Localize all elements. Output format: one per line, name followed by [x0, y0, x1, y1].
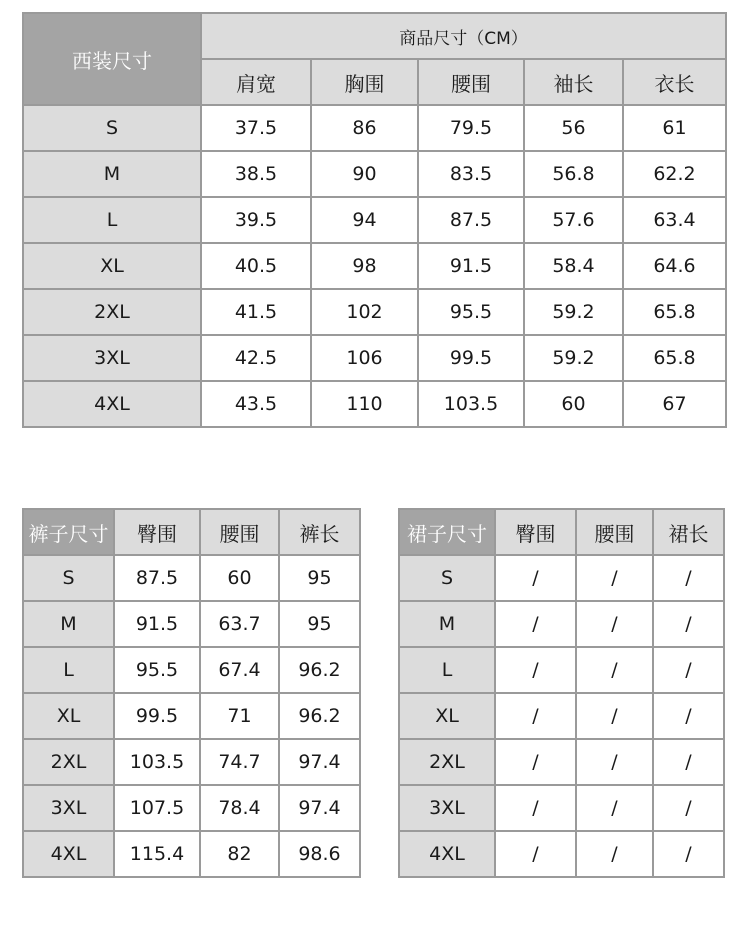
pants-cell: 97.4: [279, 785, 360, 831]
skirt-cell: /: [576, 831, 653, 877]
pants-cell: 87.5: [114, 555, 200, 601]
suit-cell: 58.4: [524, 243, 623, 289]
suit-col-header: 腰围: [418, 59, 524, 105]
skirt-row: [399, 831, 724, 877]
suit-size-label: 3XL: [23, 335, 201, 381]
pants-cell: 95.5: [114, 647, 200, 693]
suit-col-header: 袖长: [524, 59, 623, 105]
skirt-cell: /: [653, 647, 724, 693]
pants-cell: 60: [200, 555, 279, 601]
skirt-row: [399, 555, 724, 601]
pants-row: [23, 831, 360, 877]
suit-cell: 37.5: [201, 105, 311, 151]
suit-size-label: XL: [23, 243, 201, 289]
skirt-cell: /: [653, 831, 724, 877]
skirt-row: [399, 647, 724, 693]
pants-size-label: M: [23, 601, 114, 647]
pants-cell: 78.4: [200, 785, 279, 831]
skirt-size-label: 3XL: [399, 785, 495, 831]
suit-cell: 103.5: [418, 381, 524, 427]
suit-row: [23, 335, 726, 381]
suit-cell: 59.2: [524, 335, 623, 381]
suit-cell: 41.5: [201, 289, 311, 335]
suit-cell: 94: [311, 197, 418, 243]
skirt-cell: /: [495, 739, 576, 785]
skirt-col-header: 臀围: [495, 509, 576, 555]
suit-cell: 38.5: [201, 151, 311, 197]
skirt-cell: /: [495, 555, 576, 601]
skirt-cell: /: [576, 555, 653, 601]
pants-cell: 71: [200, 693, 279, 739]
pants-cell: 82: [200, 831, 279, 877]
skirt-cell: /: [653, 601, 724, 647]
suit-cell: 43.5: [201, 381, 311, 427]
suit-col-header: 衣长: [623, 59, 726, 105]
skirt-row: [399, 601, 724, 647]
skirt-size-label: XL: [399, 693, 495, 739]
suit-cell: 110: [311, 381, 418, 427]
suit-cell: 95.5: [418, 289, 524, 335]
pants-cell: 107.5: [114, 785, 200, 831]
skirt-size-label: 2XL: [399, 739, 495, 785]
pants-row: [23, 785, 360, 831]
skirt-cell: /: [653, 555, 724, 601]
pants-row: [23, 555, 360, 601]
skirt-table-title: 裙子尺寸: [399, 509, 495, 555]
pants-row: [23, 601, 360, 647]
pants-col-header: 臀围: [114, 509, 200, 555]
suit-cell: 87.5: [418, 197, 524, 243]
suit-size-label: 2XL: [23, 289, 201, 335]
suit-cell: 86: [311, 105, 418, 151]
skirt-size-label: S: [399, 555, 495, 601]
suit-cell: 57.6: [524, 197, 623, 243]
pants-cell: 99.5: [114, 693, 200, 739]
pants-cell: 98.6: [279, 831, 360, 877]
skirt-cell: /: [576, 739, 653, 785]
pants-size-table: [22, 508, 361, 878]
suit-col-header: 肩宽: [201, 59, 311, 105]
suit-cell: 42.5: [201, 335, 311, 381]
suit-cell: 40.5: [201, 243, 311, 289]
suit-cell: 62.2: [623, 151, 726, 197]
pants-cell: 95: [279, 601, 360, 647]
skirt-cell: /: [495, 831, 576, 877]
suit-cell: 59.2: [524, 289, 623, 335]
suit-row: [23, 151, 726, 197]
pants-size-label: 4XL: [23, 831, 114, 877]
suit-cell: 65.8: [623, 335, 726, 381]
suit-row: [23, 197, 726, 243]
skirt-cell: /: [495, 601, 576, 647]
skirt-cell: /: [576, 785, 653, 831]
suit-cell: 65.8: [623, 289, 726, 335]
pants-size-label: 3XL: [23, 785, 114, 831]
suit-cell: 39.5: [201, 197, 311, 243]
suit-table-title: 西装尺寸: [23, 13, 201, 105]
suit-size-label: 4XL: [23, 381, 201, 427]
suit-group-header: 商品尺寸（CM）: [201, 13, 726, 59]
suit-cell: 56.8: [524, 151, 623, 197]
suit-size-label: L: [23, 197, 201, 243]
suit-cell: 56: [524, 105, 623, 151]
suit-cell: 83.5: [418, 151, 524, 197]
pants-size-label: S: [23, 555, 114, 601]
skirt-cell: /: [576, 601, 653, 647]
pants-cell: 67.4: [200, 647, 279, 693]
pants-col-header: 腰围: [200, 509, 279, 555]
skirt-cell: /: [576, 647, 653, 693]
suit-cell: 106: [311, 335, 418, 381]
skirt-col-header: 腰围: [576, 509, 653, 555]
suit-cell: 90: [311, 151, 418, 197]
skirt-cell: /: [653, 785, 724, 831]
skirt-size-label: 4XL: [399, 831, 495, 877]
pants-cell: 103.5: [114, 739, 200, 785]
suit-row: [23, 289, 726, 335]
skirt-size-table: [398, 508, 725, 878]
suit-cell: 63.4: [623, 197, 726, 243]
pants-cell: 91.5: [114, 601, 200, 647]
skirt-cell: /: [495, 693, 576, 739]
pants-cell: 63.7: [200, 601, 279, 647]
pants-size-label: XL: [23, 693, 114, 739]
suit-cell: 91.5: [418, 243, 524, 289]
suit-size-label: S: [23, 105, 201, 151]
skirt-cell: /: [495, 647, 576, 693]
skirt-col-header: 裙长: [653, 509, 724, 555]
pants-cell: 74.7: [200, 739, 279, 785]
pants-row: [23, 647, 360, 693]
skirt-row: [399, 739, 724, 785]
suit-cell: 67: [623, 381, 726, 427]
pants-row: [23, 739, 360, 785]
skirt-cell: /: [653, 739, 724, 785]
skirt-size-label: L: [399, 647, 495, 693]
skirt-row: [399, 785, 724, 831]
suit-cell: 61: [623, 105, 726, 151]
pants-cell: 115.4: [114, 831, 200, 877]
pants-cell: 96.2: [279, 693, 360, 739]
pants-row: [23, 693, 360, 739]
suit-row: [23, 381, 726, 427]
pants-cell: 97.4: [279, 739, 360, 785]
suit-size-label: M: [23, 151, 201, 197]
skirt-row: [399, 693, 724, 739]
pants-cell: 95: [279, 555, 360, 601]
skirt-size-label: M: [399, 601, 495, 647]
suit-cell: 102: [311, 289, 418, 335]
suit-cell: 79.5: [418, 105, 524, 151]
suit-cell: 98: [311, 243, 418, 289]
suit-cell: 64.6: [623, 243, 726, 289]
pants-cell: 96.2: [279, 647, 360, 693]
pants-size-label: L: [23, 647, 114, 693]
suit-row: [23, 105, 726, 151]
pants-col-header: 裤长: [279, 509, 360, 555]
suit-size-table: [22, 12, 727, 428]
skirt-cell: /: [576, 693, 653, 739]
suit-cell: 60: [524, 381, 623, 427]
skirt-cell: /: [495, 785, 576, 831]
pants-size-label: 2XL: [23, 739, 114, 785]
pants-table-title: 裤子尺寸: [23, 509, 114, 555]
skirt-cell: /: [653, 693, 724, 739]
suit-col-header: 胸围: [311, 59, 418, 105]
suit-row: [23, 243, 726, 289]
suit-cell: 99.5: [418, 335, 524, 381]
